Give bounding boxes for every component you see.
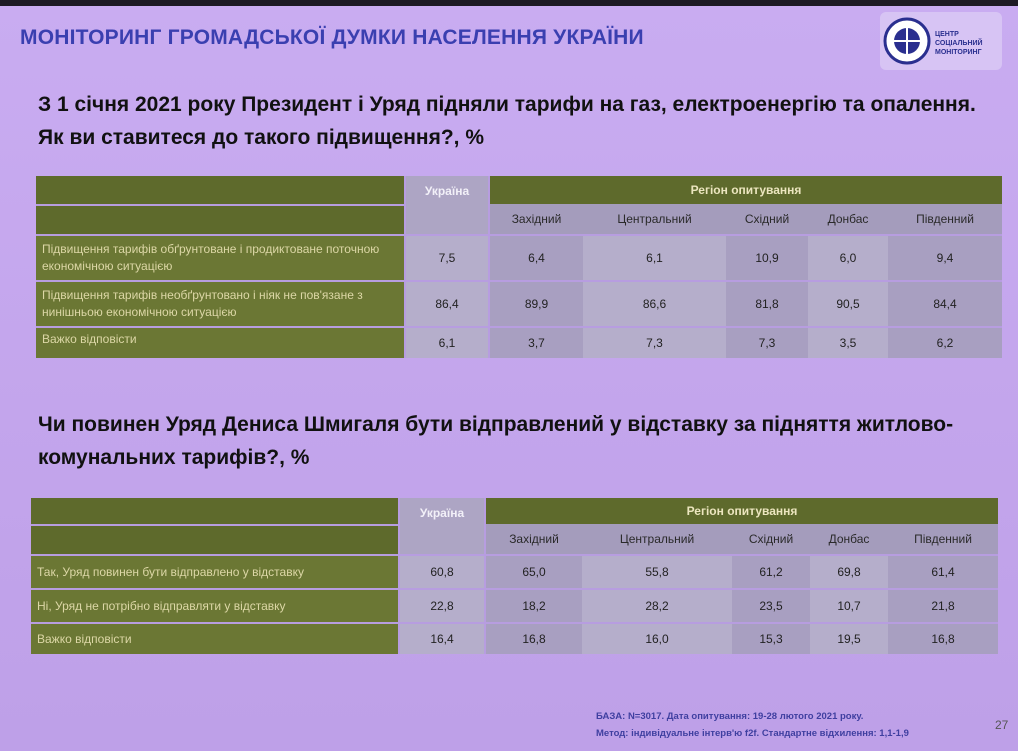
table1-row1-south: 9,4	[888, 234, 1002, 280]
table1-ukraine-header: Україна	[404, 176, 488, 234]
table2-row1-west: 65,0	[484, 554, 582, 588]
table2-row3-south: 16,8	[888, 622, 998, 654]
table2-region-east: Східний	[732, 524, 810, 554]
table1-row1-ukraine: 7,5	[404, 234, 488, 280]
tariff-attitude-table	[36, 176, 1002, 358]
footer-method: Метод: індивідуальне інтерв'ю f2f. Стандартне відхилення: 1,1-1,9	[596, 728, 909, 739]
table2-region-west: Західний	[484, 524, 582, 554]
logo-text-3: МОНІТОРИНГ	[935, 49, 982, 56]
table2-row2-ukraine: 22,8	[398, 588, 484, 622]
table2-row1-south: 61,4	[888, 554, 998, 588]
table2-row2-west: 18,2	[484, 588, 582, 622]
table1-row2-east: 81,8	[726, 280, 808, 326]
logo-text-1: ЦЕНТР	[935, 31, 959, 38]
page-number: 27	[995, 718, 1009, 732]
header-title: МОНІТОРИНГ ГРОМАДСЬКОЇ ДУМКИ НАСЕЛЕННЯ УКРАЇНИ	[20, 26, 644, 49]
table1-row2-donbas: 90,5	[808, 280, 888, 326]
table2-row1-east: 61,2	[732, 554, 810, 588]
table1-corner-bottom	[36, 204, 404, 234]
table1-corner-top	[36, 176, 404, 204]
footer-base: БАЗА: N=3017. Дата опитування: 19-28 лютого 2021 року.	[596, 711, 864, 722]
table2-row3-east: 15,3	[732, 622, 810, 654]
table-row	[31, 622, 998, 654]
table2-region-header: Регіон опитування	[484, 498, 998, 524]
table2-row2-center: 28,2	[582, 588, 732, 622]
table2-region-center: Центральний	[582, 524, 732, 554]
table2-ukraine-header: Україна	[398, 498, 484, 554]
table2-row3-center: 16,0	[582, 622, 732, 654]
table1-row2-ukraine: 86,4	[404, 280, 488, 326]
table1-row1-east: 10,9	[726, 234, 808, 280]
question-1: З 1 січня 2021 року Президент і Уряд підняли тарифи на газ, електроенергію та опалення. Як ви ставитеся до такого підвищення?, %	[38, 93, 976, 149]
table1-row1-center: 6,1	[583, 234, 726, 280]
table2-row2-donbas: 10,7	[810, 588, 888, 622]
table2-row1-label: Так, Уряд повинен бути відправлено у відставку	[31, 554, 398, 588]
table1-row2-center: 86,6	[583, 280, 726, 326]
table2-corner-top	[31, 498, 398, 524]
organization-logo	[880, 12, 1002, 70]
footer-notes	[596, 708, 909, 742]
table1-row1-donbas: 6,0	[808, 234, 888, 280]
table-row	[36, 234, 1002, 280]
question-2: Чи повинен Уряд Дениса Шмигаля бути відправлений у відставку за підняття житлово-комунальних тарифів?, %	[38, 413, 954, 469]
table2-row1-donbas: 69,8	[810, 554, 888, 588]
table1-row1-label: Підвищення тарифів обґрунтоване і продиктоване поточною економічною ситуацією	[36, 234, 404, 280]
table2-row2-south: 21,8	[888, 588, 998, 622]
table1-row3-ukraine: 6,1	[404, 326, 488, 358]
table1-row1-west: 6,4	[488, 234, 583, 280]
top-bar	[0, 0, 1018, 6]
table-row	[36, 326, 1002, 358]
table1-region-west: Західний	[488, 204, 583, 234]
table2-row3-ukraine: 16,4	[398, 622, 484, 654]
table2-row1-ukraine: 60,8	[398, 554, 484, 588]
table1-row3-center: 7,3	[583, 326, 726, 358]
table-row	[31, 554, 998, 588]
table1-row2-label: Підвищення тарифів необґрунтовано і ніяк не пов'язане з нинішньою економічною ситуацією	[36, 280, 404, 326]
table-row	[31, 588, 998, 622]
table2-row3-west: 16,8	[484, 622, 582, 654]
table2-region-south: Південний	[888, 524, 998, 554]
table1-region-east: Східний	[726, 204, 808, 234]
table1-row3-donbas: 3,5	[808, 326, 888, 358]
table2-row2-label: Ні, Уряд не потрібно відправляти у відставку	[31, 588, 398, 622]
table2-row3-label: Важко відповісти	[31, 622, 398, 654]
table-row	[36, 280, 1002, 326]
table1-row3-west: 3,7	[488, 326, 583, 358]
table1-region-south: Південний	[888, 204, 1002, 234]
logo-text-2: СОЦІАЛЬНИЙ	[935, 40, 983, 47]
table2-region-donbas: Донбас	[810, 524, 888, 554]
table1-region-donbas: Донбас	[808, 204, 888, 234]
table1-row3-south: 6,2	[888, 326, 1002, 358]
table1-region-center: Центральний	[583, 204, 726, 234]
table2-corner-bottom	[31, 524, 398, 554]
table2-row2-east: 23,5	[732, 588, 810, 622]
resignation-table	[31, 498, 998, 654]
table2-row3-donbas: 19,5	[810, 622, 888, 654]
table1-row2-south: 84,4	[888, 280, 1002, 326]
table1-row3-label: Важко відповісти	[36, 326, 404, 358]
table1-row2-west: 89,9	[488, 280, 583, 326]
table2-row1-center: 55,8	[582, 554, 732, 588]
table1-row3-east: 7,3	[726, 326, 808, 358]
table1-region-header: Регіон опитування	[488, 176, 1002, 204]
